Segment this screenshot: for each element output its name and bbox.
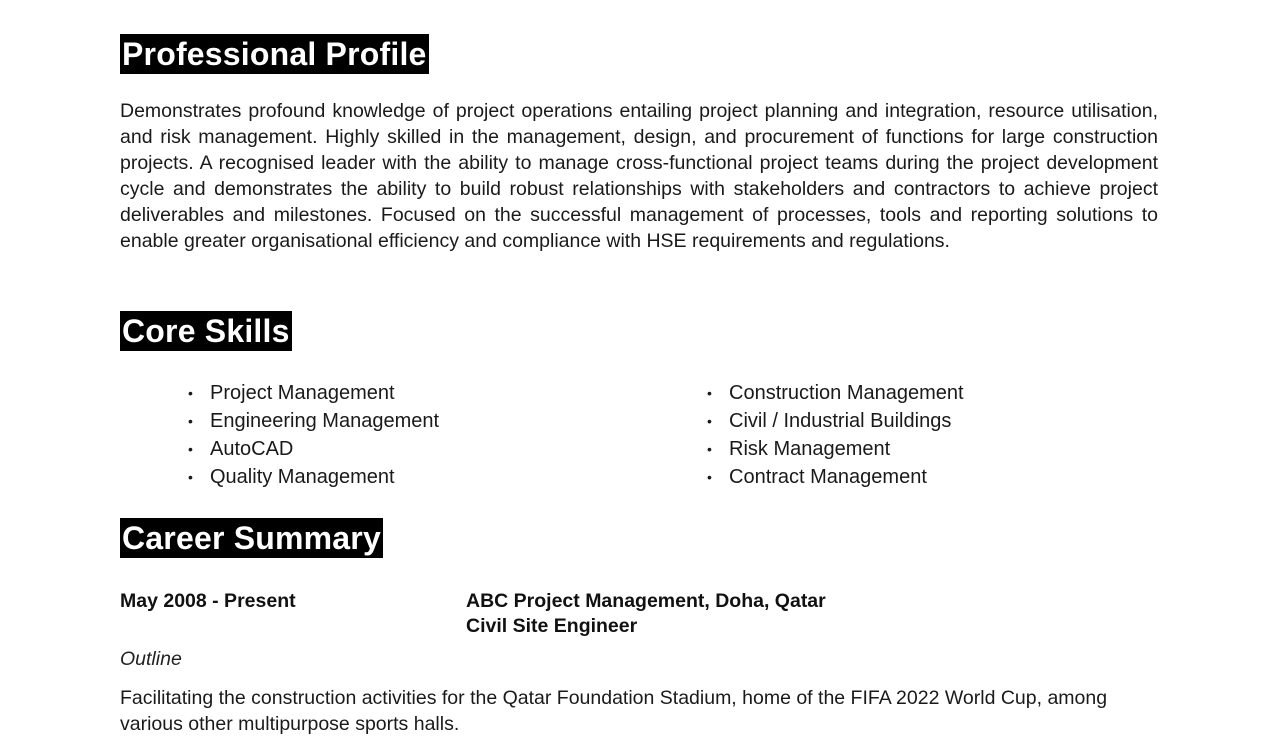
job-company: ABC Project Management, Doha, Qatar (466, 590, 826, 612)
job-date-range: May 2008 - Present (120, 590, 296, 612)
job-description: Facilitating the construction activities for the Qatar Foundation Stadium, home of the FIFA 2022 World Cup, among various other multipurpose sports halls. (120, 687, 1108, 735)
skill-item: • Engineering Management (188, 407, 439, 435)
core-skills-list-right (707, 379, 964, 491)
job-outline-label: Outline (120, 648, 182, 670)
bullet-icon: • (707, 469, 712, 485)
job-role: Civil Site Engineer (466, 615, 638, 637)
skill-item: • Project Management (188, 379, 439, 407)
bullet-icon: • (188, 413, 193, 429)
bullet-icon: • (707, 413, 712, 429)
professional-profile-text: Demonstrates profound knowledge of project operations entailing project planning and integration, resource utilisation, and risk management. Highly skilled in the management, design, and procurement of functions for large construction projects. A recognised leader with the ability to manage cross-functional project teams during the project development cycle and demonstrates the ability to build robust relationships with stakeholders and contractors to achieve project deliverables and milestones. Focused on the successful management of processes, tools and reporting solutions to enable greater organisational efficiency and compliance with HSE requirements and regulations. (120, 100, 1158, 252)
bullet-icon: • (707, 441, 712, 457)
skill-item: • Construction Management (707, 379, 964, 407)
skill-item: • AutoCAD (188, 435, 439, 463)
core-skills-heading: Core Skills (122, 313, 290, 349)
core-skills-list-left (188, 379, 439, 491)
skill-item: • Contract Management (707, 463, 964, 491)
skill-item: • Civil / Industrial Buildings (707, 407, 964, 435)
bullet-icon: • (188, 385, 193, 401)
bullet-icon: • (188, 441, 193, 457)
bullet-icon: • (188, 469, 193, 485)
professional-profile-heading: Professional Profile (122, 36, 427, 72)
skill-item: • Quality Management (188, 463, 439, 491)
skill-item: • Risk Management (707, 435, 964, 463)
bullet-icon: • (707, 385, 712, 401)
career-summary-heading: Career Summary (122, 520, 381, 556)
